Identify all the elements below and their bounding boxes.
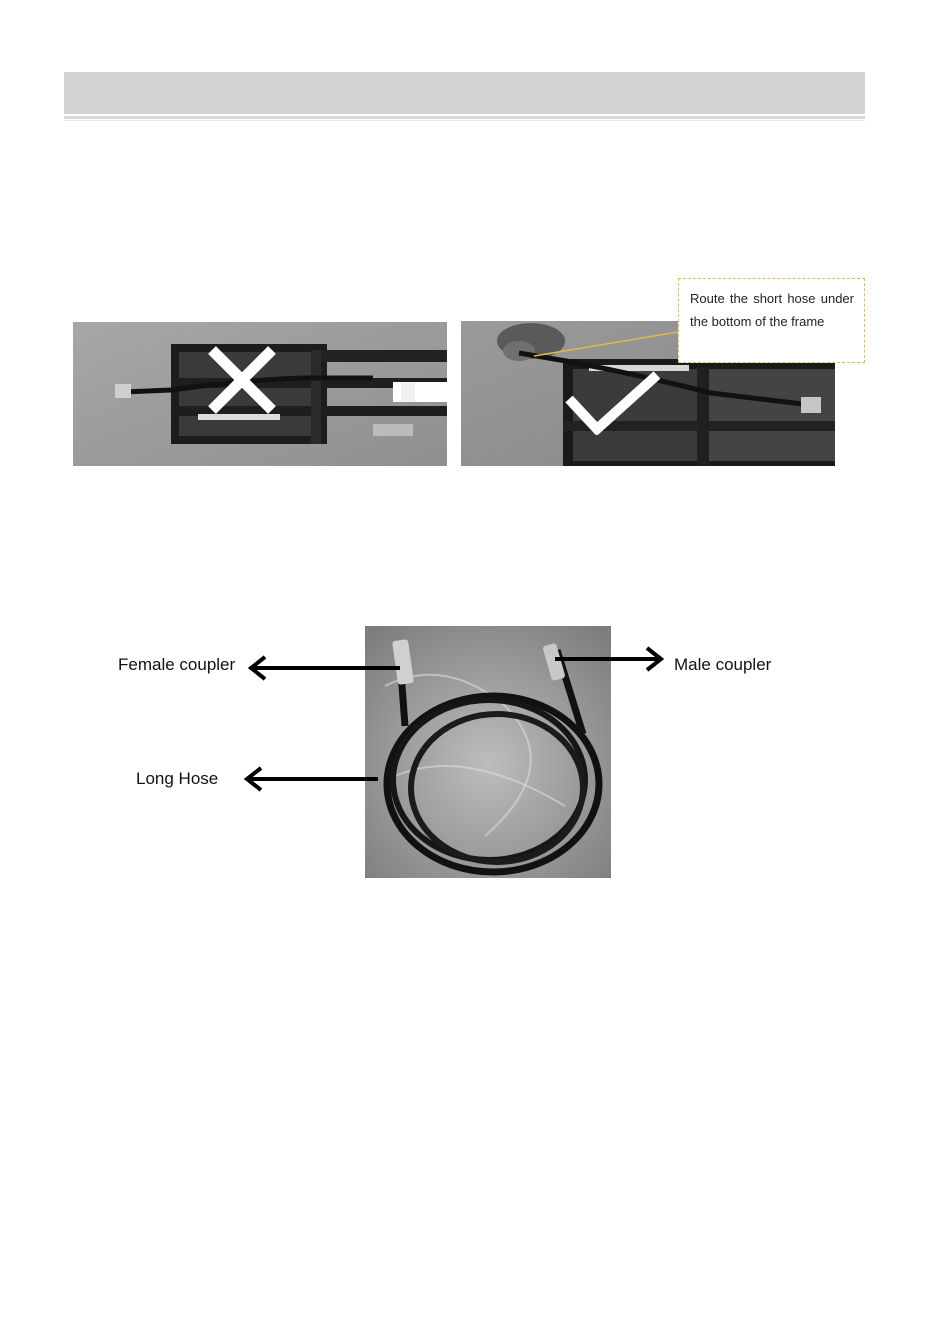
arrow-left-icon [247, 655, 402, 681]
callout-note [678, 278, 865, 363]
header-rule-thin [64, 120, 865, 121]
section-header-bar [64, 72, 865, 114]
label-female-coupler: Female coupler [118, 655, 236, 674]
check-mark-icon [565, 371, 661, 435]
x-mark-icon [206, 344, 278, 416]
callout-text: Route the short hose under the bottom of the frame [690, 291, 854, 329]
callout-leader-line [530, 330, 680, 360]
label-long-hose: Long Hose [136, 769, 219, 788]
header-rule [64, 116, 865, 119]
label-male-coupler: Male coupler [674, 655, 772, 674]
arrow-right-icon [553, 646, 665, 672]
arrow-left-icon [243, 766, 380, 792]
photo-wrong-routing [73, 322, 447, 466]
